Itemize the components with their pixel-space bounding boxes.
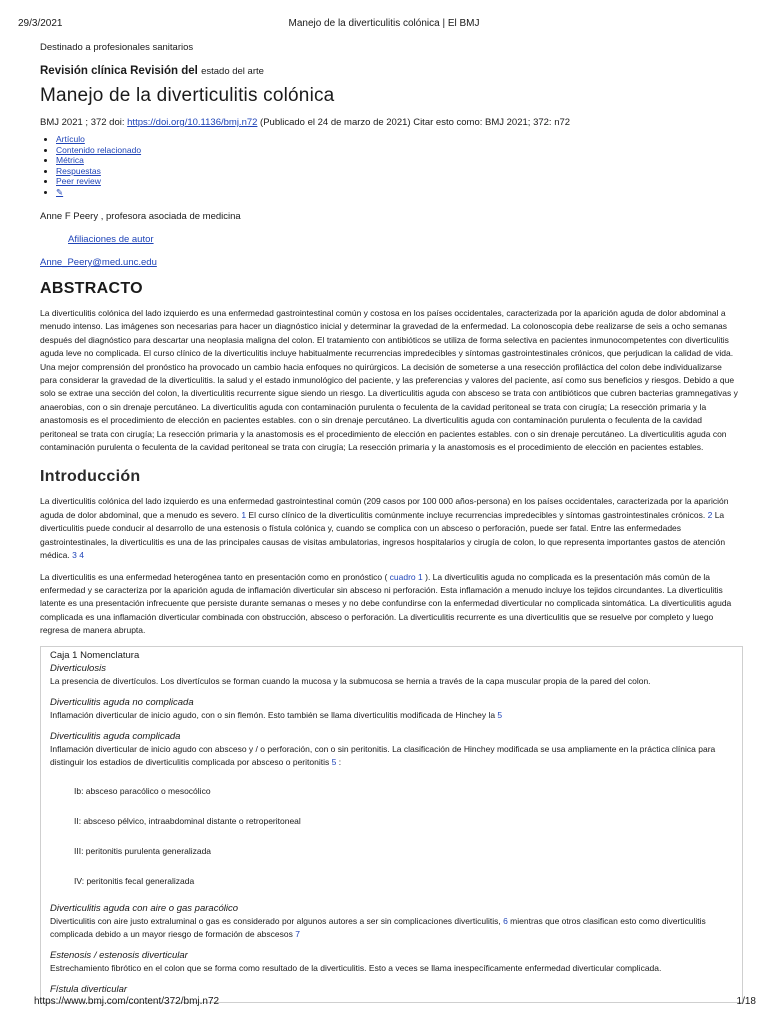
- intro-p1-text-b: El curso clínico de la diverticulitis comúnmente incluye recurrencias impredecibles y síntomas gastrointestinales crónicos.: [246, 509, 708, 520]
- nomenclature-box: [40, 646, 743, 1003]
- tab-respuestas-link[interactable]: Respuestas: [56, 165, 101, 176]
- ref-link-1[interactable]: 1: [241, 509, 247, 520]
- def-stricture: Estrechamiento fibrótico en el colon que se forma como resultado de la diverticulitis. Esto a veces se llama inespecíficamente enfermedad diverticular complicada.: [50, 962, 662, 973]
- ref-link-5a[interactable]: 5: [497, 709, 503, 720]
- abstract-text: La diverticulitis colónica del lado izquierdo es una enfermedad gastrointestinal común y costosa en los países occidentales, caracterizada por la aparición aguda de dolor abdominal a menudo intenso. Las imágenes son necesarias para hacer un diagnóstico inicial y determinar la gravedad de la enfermedad. La colonoscopia debe realizarse de seis a ocho semanas después del diagnóstico para descartar una neoplasia maligna del colon. El tratamiento con antibióticos se utiliza de forma selectiva en pacientes inmunocompetentes con diverticulitis aguda leve no complicada. El curso clínico de la diverticulitis incluye habitualmente recurrencias impredecibles y síntomas gastrointestinales crónicos, que perjudican la calidad de vida. Una mejor comprensión del pronóstico ha provocado un cambio hacia enfoques no quirúrgicos. La decisión de someterse a una resección profiláctica del colon debe individualizarse para considerar la gravedad de la diverticulitis. la salud y el estado inmunológico del paciente, y las preferencias y valores del paciente, así como sus beneficios y riesgos. Debido a que solo se extrae una sección del colon, la diverticulitis recurrente sigue siendo un riesgo. La diverticulitis aguda con absceso se trata con antibióticos que cubren bacterias gramnegativas y anaerobias, con o sin drenaje percutáneo. La diverticulitis aguda con contaminación purulenta o feculenta de la cavidad peritoneal se trata con cirugía; La resección primaria y la anastomosis es el procedimiento de elección en pacientes estables. con o sin drenaje percutáneo. La diverticulitis aguda con contaminación purulenta o feculenta de la cavidad peritoneal se trata con cirugía; La resección primaria y la anastomosis es el procedimiento de elección en pacientes estables. con o sin drenaje percutáneo. La diverticulitis aguda con contaminación purulenta o feculenta de la cavidad peritoneal se trata con cirugía; La resección primaria y la anastomosis es el procedimiento de elección en pacientes estables.: [40, 308, 738, 453]
- term-complicated: Diverticulitis aguda complicada: [50, 730, 181, 742]
- intro-paragraph-2: [40, 571, 740, 638]
- audience-notice: Destinado a profesionales sanitarios: [40, 42, 194, 53]
- hinchey-stages: [50, 775, 734, 888]
- doi-link[interactable]: https://doi.org/10.1136/bmj.n72: [127, 117, 258, 128]
- def-uncomplicated-text: Inflamación diverticular de inicio agudo, con o sin flemón. Esto también se llama diverticulitis modificada de Hinchey la: [50, 709, 498, 720]
- tab-edit: [56, 187, 740, 198]
- stage-item: Ib: absceso paracólico o mesocólico: [74, 785, 211, 796]
- ref-link-3-4[interactable]: 3 4: [72, 550, 84, 561]
- author: Anne F Peery , profesora asociada de medicina: [40, 211, 241, 222]
- author-email: [40, 257, 740, 268]
- tab-contenido-relacionado-link[interactable]: Contenido relacionado: [56, 144, 142, 155]
- abstract-heading: ABSTRACTO: [40, 280, 143, 297]
- def-complicated-colon: :: [336, 756, 342, 767]
- stage-item: IV: peritonitis fecal generalizada: [74, 875, 195, 886]
- intro-heading: Introducción: [40, 468, 141, 486]
- ref-link-2[interactable]: 2: [707, 509, 713, 520]
- ref-link-5b[interactable]: 5: [331, 756, 337, 767]
- citation-prefix: BMJ 2021 ; 372 doi:: [40, 117, 128, 128]
- article-type: [40, 65, 740, 77]
- box-1-link[interactable]: cuadro 1: [389, 571, 423, 582]
- ref-link-7[interactable]: 7: [295, 928, 300, 939]
- affiliations: [68, 234, 740, 245]
- def-paracolic-air: [50, 915, 734, 941]
- term-uncomplicated: Diverticulitis aguda no complicada: [50, 696, 194, 708]
- stage-item: III: peritonitis purulenta generalizada: [74, 845, 212, 856]
- term-stricture: Estenosis / estenosis diverticular: [50, 949, 188, 961]
- tab-contenido-relacionado: [56, 145, 740, 156]
- tab-articulo: [56, 134, 740, 145]
- def-complicated-text: Inflamación diverticular de inicio agudo con absceso y / o perforación, con o sin peritonitis. La clasificación de Hinchey modificada se usa ampliamente en la práctica clínica para distinguir los estadios de diverticulitis complicada por absceso o peritonitis: [50, 743, 716, 767]
- intro-p2-text-a: La diverticulitis es una enfermedad heterogénea tanto en presentación como en pronóstico (: [40, 571, 390, 582]
- citation-suffix: (Publicado el 24 de marzo de 2021) Citar esto como: BMJ 2021; 372: n72: [257, 117, 571, 128]
- tab-respuestas: [56, 166, 740, 177]
- intro-paragraph-1: [40, 495, 740, 562]
- def-diverticulosis: La presencia de divertículos. Los divertículos se forman cuando la mucosa y la submucosa se hernia a través de la capa muscular propia de la pared del colon.: [50, 675, 651, 686]
- box-title: Caja 1 Nomenclatura: [50, 649, 140, 661]
- tab-metrica: [56, 155, 740, 166]
- article-tabs: [40, 134, 740, 197]
- intro-p1-text-a: La diverticulitis colónica del lado izquierdo es una enfermedad gastrointestinal común (209 casos por 100 000 años-persona) en los países occidentales, caracterizada por la aparición aguda de dolor abdominal, que a menudo es severo.: [40, 496, 729, 520]
- def-paracolic-air-text-b: mientras que otros clasifican esto como diverticulitis complicada debido a un mayor riesgo de formación de abscesos: [50, 915, 706, 939]
- term-diverticulosis: Diverticulosis: [50, 662, 106, 674]
- def-complicated: [50, 743, 734, 769]
- article-content: [40, 42, 740, 1003]
- intro-p2-text-b: ). La diverticulitis aguda no complicada es la presentación más común de la enfermedad y se caracteriza por la aparición aguda de inflamación diverticular sin absceso ni perforación. Esta inflamación a menudo incluye los tejidos circundantes. La diverticulitis latente es una presentación infrecuente que persiste durante semanas o meses y no debe confundirse con la enfermedad diverticular no complicada sintomática. La diverticulitis aguda complicada es una inflamación diverticular combinada con obstrucción, absceso o perforación. La diverticulitis recurrente es una diverticulitis que se resuelve por completo y luego regresa de manera abrupta.: [40, 571, 732, 636]
- author-email-link[interactable]: Anne_Peery@med.unc.edu: [40, 257, 157, 268]
- def-paracolic-air-text-a: Diverticulitis con aire justo extraluminal o gas es considerado por algunos autores a ser sin complicaciones diverticulitis,: [50, 915, 504, 926]
- print-header: [12, 18, 756, 32]
- page-number: 1/18: [736, 996, 756, 1007]
- print-footer: [12, 996, 756, 1010]
- article-type-small: estado del arte: [201, 66, 264, 77]
- article-type-bold: Revisión clínica Revisión del: [40, 65, 198, 77]
- print-date: 29/3/2021: [18, 18, 63, 29]
- term-paracolic-air: Diverticulitis aguda con aire o gas paracólico: [50, 902, 238, 914]
- tab-peer-review: [56, 176, 740, 187]
- ref-link-6[interactable]: 6: [503, 915, 508, 926]
- print-page-title: Manejo de la diverticulitis colónica | El BMJ: [288, 18, 480, 29]
- citation: [40, 117, 740, 128]
- stage-item: II: absceso pélvico, intraabdominal distante o retroperitoneal: [74, 815, 301, 826]
- def-uncomplicated: [50, 709, 734, 722]
- tab-peer-review-link[interactable]: Peer review: [56, 176, 101, 186]
- print-url: https://www.bmj.com/content/372/bmj.n72: [34, 996, 220, 1007]
- article-title: Manejo de la diverticulitis colónica: [40, 85, 335, 106]
- tab-articulo-link[interactable]: Artículo: [56, 134, 85, 144]
- tab-metrica-link[interactable]: Métrica: [56, 155, 84, 165]
- affiliations-link[interactable]: Afiliaciones de autor: [68, 234, 154, 245]
- intro-p1-text-c: La diverticulitis puede conducir al desarrollo de una estenosis o fístula colónica y, cuando se complica con un absceso o perforación, puede ser fatal. Entre las enfermedades gastrointestinales, la diverticulitis es una de las principales causas de visitas ambulatorias, ingresos hospitalarios y cirugía de colon, lo que representa importantes gastos de atención médica.: [40, 509, 726, 561]
- term-fistula: Fístula diverticular: [50, 983, 128, 995]
- edit-icon[interactable]: ✎: [56, 186, 64, 197]
